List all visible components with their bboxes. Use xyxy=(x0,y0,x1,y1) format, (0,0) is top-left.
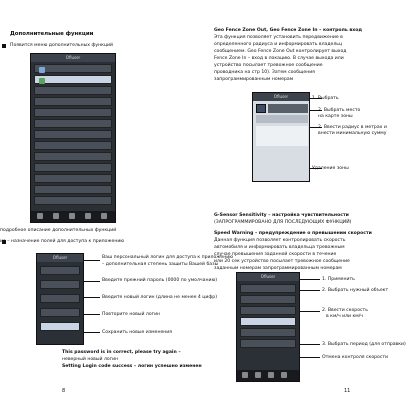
gs-p2-1: (ЗАПРОГРАММИРОВАНО ДЛЯ ПОСЛЕДУЮЩИХ ФУНКЦИЙ) xyxy=(214,220,352,225)
geo-screenshot xyxy=(252,92,310,182)
gs-p2-0: G-Sensor Sensitivity – настройка чувствительности xyxy=(214,213,349,218)
item-login-sub: – дополнительная степень защиты Вашей базы xyxy=(102,262,219,267)
speed-callout-5: 3. Выбрать период (для отправки) xyxy=(322,342,406,347)
geo-p1-7: запрограммированным номерам xyxy=(214,77,294,82)
speed-callout-3: 2. Ввести скорость xyxy=(322,308,368,313)
item-repeat-login: Повторите новый логин xyxy=(102,312,161,317)
geo-p1-0: Geo Fence Zone Out, Geo Fence Zone In – контроль вход xyxy=(214,28,363,33)
gs-p2-7: заданным номерам запрограммированным номерам xyxy=(214,266,342,271)
phone-header: Ofluser xyxy=(273,94,289,99)
geo-p1-4: Fence Zone In – вход в локацию. В случае выхода или xyxy=(214,56,344,61)
phone-toolbar xyxy=(237,370,299,381)
phone-screenshot xyxy=(30,53,116,223)
geo-p1-1: Эта функция позволяет установить передвижение в xyxy=(214,35,343,40)
gs-p2-5: случае превышения заданной скорости в течение xyxy=(214,252,337,257)
phone-toolbar xyxy=(31,211,115,222)
app-icon xyxy=(39,67,45,73)
msg-incorrect: This password is in correct, please try again – xyxy=(62,350,181,355)
geo-p1-3: сообщением. Geo Fence Zone Out контролирует выход xyxy=(214,49,347,54)
geo-p1-5: устройство посылает тревожное сообщение xyxy=(214,63,323,68)
app-icon xyxy=(39,78,45,84)
geo-p1-2: определенного радиуса и информировать владельц xyxy=(214,42,343,47)
speed-callout-2: 2. Выбрать нужный объект xyxy=(322,288,389,293)
geo-callout-6: Удаление зоны xyxy=(312,166,349,171)
gs-p2-4: автомобиля и информировать владельца тревожным xyxy=(214,245,345,250)
right-page xyxy=(200,0,406,400)
speed-callout-6: Отмена контроля скорости xyxy=(322,355,389,360)
left-desc2: ие – назначение полей для доступа к приложению xyxy=(0,239,125,244)
phone-header: Ofluser xyxy=(65,55,81,60)
msg-success: Setting Login code success – логин успешно изменен xyxy=(62,364,202,369)
gs-p2-2: Speed Warning – предупреждение о превышении скорости xyxy=(214,231,372,236)
speed-callout-4: в км/ч или км/ч xyxy=(326,314,363,319)
speed-screenshot xyxy=(236,272,300,382)
page-number-left: 8 xyxy=(62,388,66,394)
geo-callout-5: внести минимальную сумму xyxy=(318,131,387,136)
left-title: Дополнительные функции xyxy=(10,31,94,37)
geo-callout-4: 2. Ввести радиус в метрах и xyxy=(318,125,387,130)
left-intro: Появится меню дополнительных функций xyxy=(10,43,113,48)
geo-callout-3: на карте зоны xyxy=(318,114,353,119)
left-desc: подробное описание дополнительных функций xyxy=(0,228,117,233)
login-screenshot xyxy=(36,253,84,345)
item-new-login: Введите новый логин (длина не менее 4 цифр) xyxy=(102,295,218,300)
gs-p2-6: или 20 сек устройство посылает тревожное сообщение xyxy=(214,259,350,264)
page-number-right: 11 xyxy=(344,388,351,394)
phone-header: Ofluser xyxy=(260,274,276,279)
item-old-password: Введите прежний пароль (0000 по умолчанию) xyxy=(102,278,218,283)
bullet-icon xyxy=(2,44,6,48)
geo-callout-2: 2. Выбрать место xyxy=(318,108,361,113)
geo-callout-1: 1. Выбрать xyxy=(312,96,339,101)
msg-incorrect-ru: неверный новый логин xyxy=(62,357,119,362)
gs-p2-3: Данная функция позволяет контролировать скорость xyxy=(214,238,346,243)
speed-callout-1: 1. Применить xyxy=(322,277,355,282)
phone-header: Ofluser xyxy=(52,255,68,260)
geo-p1-6: проводника на стр 10). Затем сообщения xyxy=(214,70,315,75)
geo-thumb xyxy=(256,104,266,113)
item-login: Ваш персональный логин для доступа к приложению xyxy=(102,255,234,260)
item-save: Сохранить новые изменения xyxy=(102,330,173,335)
